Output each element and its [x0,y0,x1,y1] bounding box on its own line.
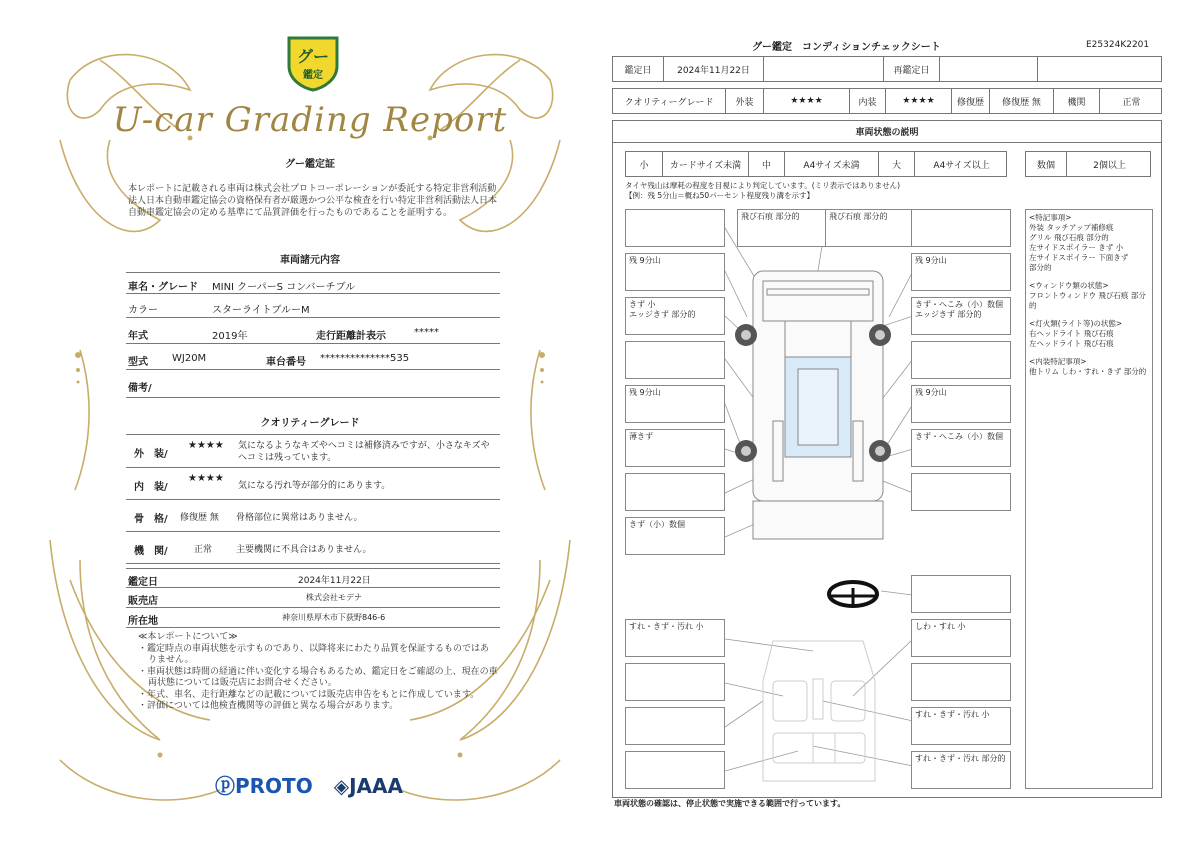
row-color: カラー スターライトブルーM [126,296,500,318]
row-frame: 骨 格/ 修復歴 無 骨格部位に異常はありません。 [126,500,500,532]
svg-text:グー: グー [296,47,330,66]
row-address: 所在地 神奈川県厚木市下荻野846-6 [126,608,500,628]
proto-logo: ⓟPROTO [215,774,313,798]
damage-box-14: きず・へこみ（小）数個 [911,429,1011,467]
damage-box-12: 残 9分山 [911,385,1011,423]
condition-check-sheet [612,0,1164,848]
row-remarks: 備考/ [126,374,500,398]
row-year: 年式 2019年 走行距離計表示 ***** [126,322,500,344]
damage-box-6: 残 9分山 [911,253,1011,291]
damage-box-17: きず（小）数個 [625,517,725,555]
goo-appraisal-emblem [285,32,341,92]
sheet-footer: 車両状態の確認は、停止状態で実施できる範囲で行っています。 [614,799,846,808]
size-legend: 小 カードサイズ未満 中 A4サイズ未満 大 A4サイズ以上 [625,151,1007,177]
damage-box-11: 残 9分山 [625,385,725,423]
damage-box-18 [911,575,1011,613]
damage-box-10 [911,341,1011,379]
damage-box-13: 薄きず [625,429,725,467]
damage-box-2: 飛び石痕 部分的 [737,209,837,247]
sheet-title: グー鑑定 コンディションチェックシート [752,42,941,53]
damage-box-16 [911,473,1011,511]
quality-grade-title: クオリティーグレード [260,418,360,429]
row-name: 車名・グレード MINI クーパーS コンバーチブル [126,272,500,294]
tire-note: タイヤ残山は摩耗の程度を目視により判定しています。(ミリ表示ではありません) 【例：残 5分山＝概ね50パーセント程度残り溝を示す】 [625,181,901,200]
sheet-code: E25324K2201 [1086,40,1150,50]
row-model: 型式 WJ20M 車台番号 **************535 [126,348,500,370]
damage-box-21 [625,663,725,701]
spec-title: 車両諸元内容 [280,255,340,266]
damage-box-4 [911,209,1011,247]
svg-text:鑑定: 鑑定 [303,70,323,81]
steering-wheel-icon [829,582,877,606]
damage-box-19: すれ・きず・汚れ 小 [625,619,725,657]
row-exterior: 外 装/ ★★★★ 気になるようなキズやヘコミは補修済みですが、小さなキズやヘコミは残っています。 [126,434,500,468]
count-legend: 数個 2個以上 [1025,151,1151,177]
company-logos [215,770,403,799]
grading-certificate [40,20,580,830]
row-engine: 機 関/ 正常 主要機関に不具合はありません。 [126,532,500,564]
damage-box-23 [625,707,725,745]
damage-box-8: きず・へこみ（小）数個 エッジきず 部分的 [911,297,1011,335]
jaaa-logo: ◈JAAA [333,774,403,798]
damage-box-7: きず 小 エッジきず 部分的 [625,297,725,335]
report-notes: ≪本レポートについて≫ ・鑑定時点の車両状態を示すものであり、以降将来にわたり品質を保証するものではありません。 ・車両状態は時間の経過に伴い変化する場合もあるため、鑑定日をご確認の上、現在の車両状態については販売店にお問合せください。 ・年式、車名、走行距離などの記載については販売店申告をもとに作成しています。 ・評価については他検査機関等の評価と異なる場合があります。 [138,632,498,711]
damage-box-5: 残 9分山 [625,253,725,291]
damage-box-3: 飛び石痕 部分的 [825,209,925,247]
row-date: 鑑定日 2024年11月22日 [126,568,500,588]
special-notes: <特記事項> 外装 タッチアップ補修痕 グリル 飛び石痕 部分的 左サイドスポイラー きず 小 左サイドスポイラー 下面きず 部分的 <ウィンドウ類の状態> フロントウィンドウ 飛び石痕 部分的 <灯火類(ライト等)の状態> 右ヘッドライト 飛び石痕 左ヘッドライト 飛び石痕 <内装特記事項> 他トリム しわ・すれ・きず 部分的 [1025,209,1153,789]
damage-box-1 [625,209,725,247]
grade-row: クオリティーグレード 外装 ★★★★ 内装 ★★★★ 修復歴 修復歴 無 機関 正常 [612,88,1162,114]
damage-box-9 [625,341,725,379]
damage-box-22 [911,663,1011,701]
damage-box-25 [625,751,725,789]
vehicle-state-panel: 車両状態の説明 小 カードサイズ未満 中 A4サイズ未満 大 A4サイズ以上 数個 2個以上 タイヤ残山は摩耗の程度を目視により判定しています。(ミリ表示ではありません) 【例：残 5分山＝概ね50パーセント程度残り溝を示す】 飛び石痕 部分的 飛び石痕 部分的 残 9分山 残 9分山 きず 小 エッジきず 部分的 きず・へこみ（小）数個 エッジきず 部分的 残 9分山 残 9分山 薄きず きず・へこみ（小）数個 きず（小）数個 すれ・きず・汚れ 小 しわ・すれ 小 すれ・きず・汚れ 小 すれ・きず・汚れ 部分的 <特記事項> 外装 タッチアップ補修痕 グリル 飛び石痕 部分的 左サイドスポイラー きず 小 左サイドスポイラー 下面きず 部分的 <ウィンドウ類の状態> フロントウィンドウ 飛び石痕 部分的 <灯火類(ライト等)の状態> 右ヘッドライト 飛び石痕 左ヘッドライト 飛び石痕 <内装特記事項> 他トリム しわ・すれ・きず 部分的 [612,120,1162,798]
row-shop: 販売店 株式会社モデナ [126,588,500,608]
certificate-heading: グー鑑定証 [285,159,335,170]
report-script-title: U-car Grading Report [112,100,508,140]
row-interior: 内 装/ ★★★★ 気になる汚れ等が部分的にあります。 [126,468,500,500]
damage-box-24: すれ・きず・汚れ 小 [911,707,1011,745]
date-row: 鑑定日 2024年11月22日 再鑑定日 [612,56,1162,82]
damage-box-26: すれ・きず・汚れ 部分的 [911,751,1011,789]
damage-box-15 [625,473,725,511]
certificate-intro: 本レポートに記載される車両は株式会社プロトコーポレーションが委託する特定非営利活動法人日本自動車鑑定協会の資格保有者が厳選かつ公平な検査を行い特定非営利活動法人日本自動車鑑定協会の定める基準にて品質評価を行ったものであることを証明する。 [128,184,498,218]
damage-box-20: しわ・すれ 小 [911,619,1011,657]
